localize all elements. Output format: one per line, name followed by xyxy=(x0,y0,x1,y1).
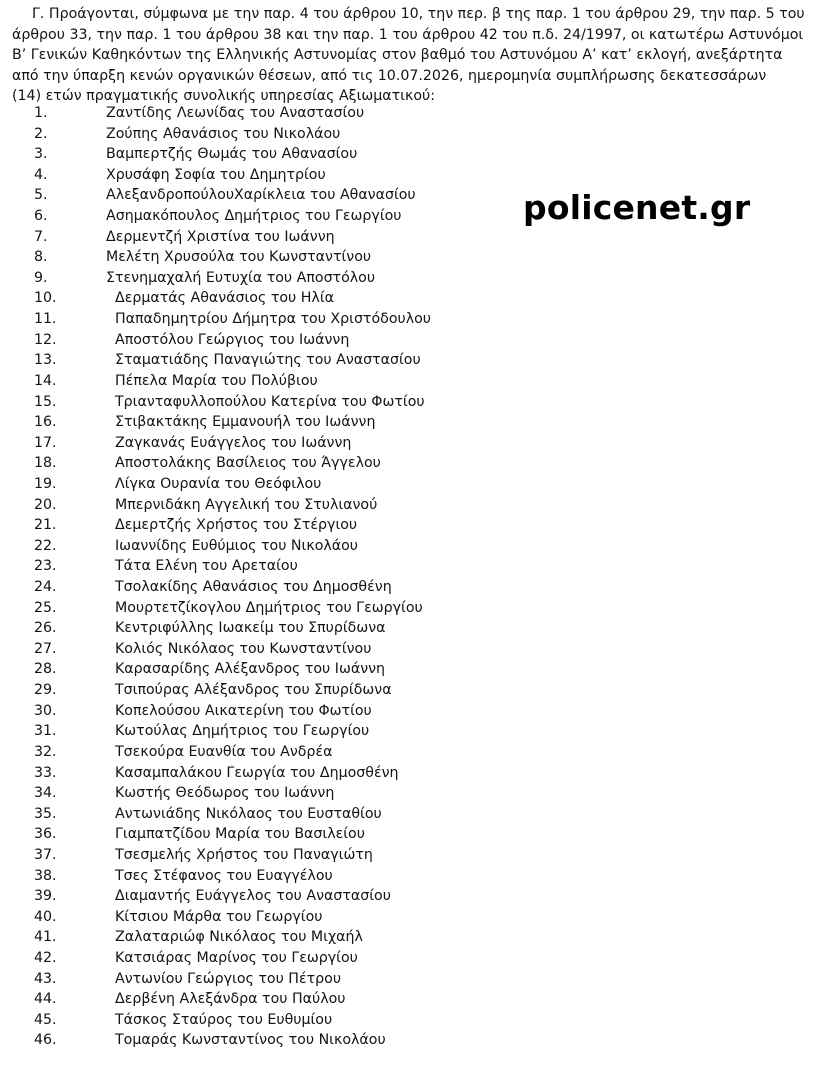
list-item-name: Βαμπερτζής Θωμάς του Αθανασίου xyxy=(106,146,358,163)
list-item xyxy=(0,474,520,495)
list-item-number: 12. xyxy=(34,331,57,348)
list-item-number: 23. xyxy=(34,558,57,575)
list-item-name: Μελέτη Χρυσούλα του Κωνσταντίνου xyxy=(106,249,372,266)
list-item xyxy=(0,866,520,887)
intro-line: άρθρου 33, την παρ. 1 του άρθρου 38 και την παρ. 1 του άρθρου 42 του π.δ. 24/1997, οι κατωτέρω Αστυνόμοι xyxy=(12,26,804,43)
list-item-name: Αντωνίου Γεώργιος του Πέτρου xyxy=(115,970,342,987)
list-item-number: 19. xyxy=(34,475,57,492)
list-item-name: Δερβένη Αλεξάνδρα του Παύλου xyxy=(115,991,346,1008)
list-item-name: Αντωνιάδης Νικόλαος του Ευσταθίου xyxy=(115,805,382,822)
list-item xyxy=(0,495,520,516)
list-item xyxy=(0,371,520,392)
list-item-name: Μπερνιδάκη Αγγελική του Στυλιανού xyxy=(115,496,378,513)
list-item xyxy=(0,247,520,268)
list-item-number: 33. xyxy=(34,764,57,781)
list-item-number: 17. xyxy=(34,434,57,451)
list-item xyxy=(0,288,520,309)
list-item-name: Κολιός Νικόλαος του Κωνσταντίνου xyxy=(115,640,372,657)
list-item-number: 1. xyxy=(34,105,48,121)
list-item-name: Πέπελα Μαρία του Πολύβιου xyxy=(115,372,318,389)
list-item-name: Τσεκούρα Ευανθία του Ανδρέα xyxy=(115,743,333,760)
list-item xyxy=(0,721,520,742)
list-item xyxy=(0,927,520,948)
list-item-name: Ζαγκανάς Ευάγγελος του Ιωάννη xyxy=(115,434,352,451)
list-item-number: 3. xyxy=(34,146,48,163)
list-item-number: 35. xyxy=(34,805,57,822)
list-item-name: Κατσιάρας Μαρίνος του Γεωργίου xyxy=(115,949,358,966)
list-item-name: ΑλεξανδροπούλουΧαρίκλεια του Αθανασίου xyxy=(106,187,416,204)
list-item-number: 24. xyxy=(34,579,57,596)
list-item-name: Τομαράς Κωνσταντίνος του Νικολάου xyxy=(115,1032,386,1049)
list-item-number: 5. xyxy=(34,187,48,204)
list-item xyxy=(0,763,520,784)
list-item-number: 26. xyxy=(34,620,57,637)
list-item xyxy=(0,124,520,145)
list-item-number: 46. xyxy=(34,1032,57,1049)
list-item-name: Αποστόλου Γεώργιος του Ιωάννη xyxy=(115,331,350,348)
list-item-number: 40. xyxy=(34,908,57,925)
list-item xyxy=(0,618,520,639)
list-item-name: Τάτα Ελένη του Αρεταίου xyxy=(115,558,298,575)
list-item xyxy=(0,1030,520,1051)
intro-paragraph xyxy=(12,4,805,107)
list-item xyxy=(0,577,520,598)
intro-line: (14) ετών πραγματικής συνολικής υπηρεσίας Αξιωματικού: xyxy=(12,88,436,105)
list-item xyxy=(0,804,520,825)
list-item xyxy=(0,330,520,351)
list-item xyxy=(0,680,520,701)
list-item xyxy=(0,144,520,165)
list-item-number: 4. xyxy=(34,166,48,183)
list-item-number: 2. xyxy=(34,125,48,142)
list-item xyxy=(0,824,520,845)
list-item-number: 14. xyxy=(34,372,57,389)
list-item-number: 32. xyxy=(34,743,57,760)
list-item xyxy=(0,350,520,371)
officer-list xyxy=(0,103,520,1051)
list-item xyxy=(0,598,520,619)
list-item-name: Ζούπης Αθανάσιος του Νικολάου xyxy=(106,125,341,142)
list-item xyxy=(0,639,520,660)
list-item xyxy=(0,412,520,433)
list-item xyxy=(0,742,520,763)
list-item xyxy=(0,659,520,680)
list-item xyxy=(0,536,520,557)
list-item xyxy=(0,886,520,907)
list-item-number: 27. xyxy=(34,640,57,657)
list-item xyxy=(0,948,520,969)
list-item-name: Λίγκα Ουρανία του Θεόφιλου xyxy=(115,475,322,492)
list-item-name: Χρυσάφη Σοφία του Δημητρίου xyxy=(106,166,326,183)
list-item xyxy=(0,515,520,536)
list-item-name: Κοπελούσου Αικατερίνη του Φωτίου xyxy=(115,702,372,719)
list-item-name: Τσες Στέφανος του Ευαγγέλου xyxy=(115,867,333,884)
list-item-name: Αποστολάκης Βασίλειος του Άγγελου xyxy=(115,455,381,472)
list-item-number: 28. xyxy=(34,661,57,678)
list-item xyxy=(0,227,520,248)
list-item-number: 21. xyxy=(34,517,57,534)
list-item-number: 25. xyxy=(34,599,57,616)
list-item xyxy=(0,556,520,577)
list-item-number: 30. xyxy=(34,702,57,719)
list-item-number: 43. xyxy=(34,970,57,987)
list-item xyxy=(0,453,520,474)
list-item-name: Τριανταφυλλοπούλου Κατερίνα του Φωτίου xyxy=(115,393,425,410)
list-item-name: Κωστής Θεόδωρος του Ιωάννη xyxy=(115,785,335,802)
list-item-name: Ζαντίδης Λεωνίδας του Αναστασίου xyxy=(106,105,365,121)
list-item xyxy=(0,1010,520,1031)
intro-line: από την ύπαρξη κενών οργανικών θέσεων, από τις 10.07.2026, ημερομηνία συμπλήρωσης δεκατεσσάρων xyxy=(12,67,767,84)
list-item-number: 34. xyxy=(34,785,57,802)
list-item xyxy=(0,185,520,206)
list-item xyxy=(0,103,520,124)
list-item-name: Τσιπούρας Αλέξανδρος του Σπυρίδωνα xyxy=(115,682,392,699)
list-item xyxy=(0,969,520,990)
list-item-number: 7. xyxy=(34,228,48,245)
list-item-number: 15. xyxy=(34,393,57,410)
list-item-name: Δερματάς Αθανάσιος του Ηλία xyxy=(115,290,334,307)
list-item-number: 22. xyxy=(34,537,57,554)
list-item-name: Παπαδημητρίου Δήμητρα του Χριστόδουλου xyxy=(115,311,432,328)
list-item xyxy=(0,392,520,413)
list-item-number: 41. xyxy=(34,929,57,946)
list-item-number: 44. xyxy=(34,991,57,1008)
watermark-logo: policenet.gr xyxy=(523,188,751,227)
list-item xyxy=(0,433,520,454)
list-item xyxy=(0,989,520,1010)
list-item-name: Γιαμπατζίδου Μαρία του Βασιλείου xyxy=(115,826,365,843)
list-item xyxy=(0,268,520,289)
list-item-name: Καρασαρίδης Αλέξανδρος του Ιωάννη xyxy=(115,661,386,678)
list-item-number: 20. xyxy=(34,496,57,513)
list-item xyxy=(0,783,520,804)
list-item-name: Κίτσιου Μάρθα του Γεωργίου xyxy=(115,908,323,925)
list-item-number: 42. xyxy=(34,949,57,966)
list-item-number: 13. xyxy=(34,352,57,369)
list-item-number: 6. xyxy=(34,208,48,225)
list-item-number: 8. xyxy=(34,249,48,266)
list-item-name: Κεντριφύλλης Ιωακείμ του Σπυρίδωνα xyxy=(115,620,386,637)
list-item-number: 29. xyxy=(34,682,57,699)
list-item xyxy=(0,845,520,866)
list-item-number: 39. xyxy=(34,888,57,905)
list-item xyxy=(0,206,520,227)
list-item-name: Δεμερτζής Χρήστος του Στέργιου xyxy=(115,517,358,534)
list-item-name: Τσεσμελής Χρήστος του Παναγιώτη xyxy=(115,846,373,863)
list-item-name: Δερμεντζή Χριστίνα του Ιωάννη xyxy=(106,228,335,245)
list-item-name: Ζαλαταριώφ Νικόλαος του Μιχαήλ xyxy=(115,929,363,946)
list-item-name: Κωτούλας Δημήτριος του Γεωργίου xyxy=(115,723,370,740)
list-item-name: Σταματιάδης Παναγιώτης του Αναστασίου xyxy=(115,352,421,369)
list-item-name: Διαμαντής Ευάγγελος του Αναστασίου xyxy=(115,888,391,905)
list-item-name: Τσολακίδης Αθανάσιος του Δημοσθένη xyxy=(115,579,392,596)
list-item-name: Κασαμπαλάκου Γεωργία του Δημοσθένη xyxy=(115,764,399,781)
list-item xyxy=(0,165,520,186)
list-item xyxy=(0,701,520,722)
list-item-number: 18. xyxy=(34,455,57,472)
list-item-number: 38. xyxy=(34,867,57,884)
list-item-name: Στενημαχαλή Ευτυχία του Αποστόλου xyxy=(106,269,376,286)
list-item-number: 36. xyxy=(34,826,57,843)
list-item-name: Ασημακόπουλος Δημήτριος του Γεωργίου xyxy=(106,208,402,225)
list-item xyxy=(0,309,520,330)
list-item-name: Στιβακτάκης Εμμανουήλ του Ιωάννη xyxy=(115,414,376,431)
list-item-number: 9. xyxy=(34,269,48,286)
list-item-name: Τάσκος Σταύρος του Ευθυμίου xyxy=(115,1011,333,1028)
intro-line: Γ. Προάγονται, σύμφωνα με την παρ. 4 του άρθρου 10, την περ. β της παρ. 1 του άρθρου 29, την παρ. 5 του xyxy=(32,6,805,22)
list-item-number: 45. xyxy=(34,1011,57,1028)
list-item-name: Ιωαννίδης Ευθύμιος του Νικολάου xyxy=(115,537,359,554)
list-item-number: 31. xyxy=(34,723,57,740)
list-item-name: Μουρτετζίκογλου Δημήτριος του Γεωργίου xyxy=(115,599,423,616)
list-item-number: 10. xyxy=(34,290,57,307)
list-item-number: 11. xyxy=(34,311,57,328)
list-item xyxy=(0,907,520,928)
list-item-number: 16. xyxy=(34,414,57,431)
list-item-number: 37. xyxy=(34,846,57,863)
intro-line: Β’ Γενικών Καθηκόντων της Ελληνικής Αστυνομίας στον βαθμό του Αστυνόμου Α’ κατ’ εκλογή, ανεξάρτητα xyxy=(12,47,783,64)
